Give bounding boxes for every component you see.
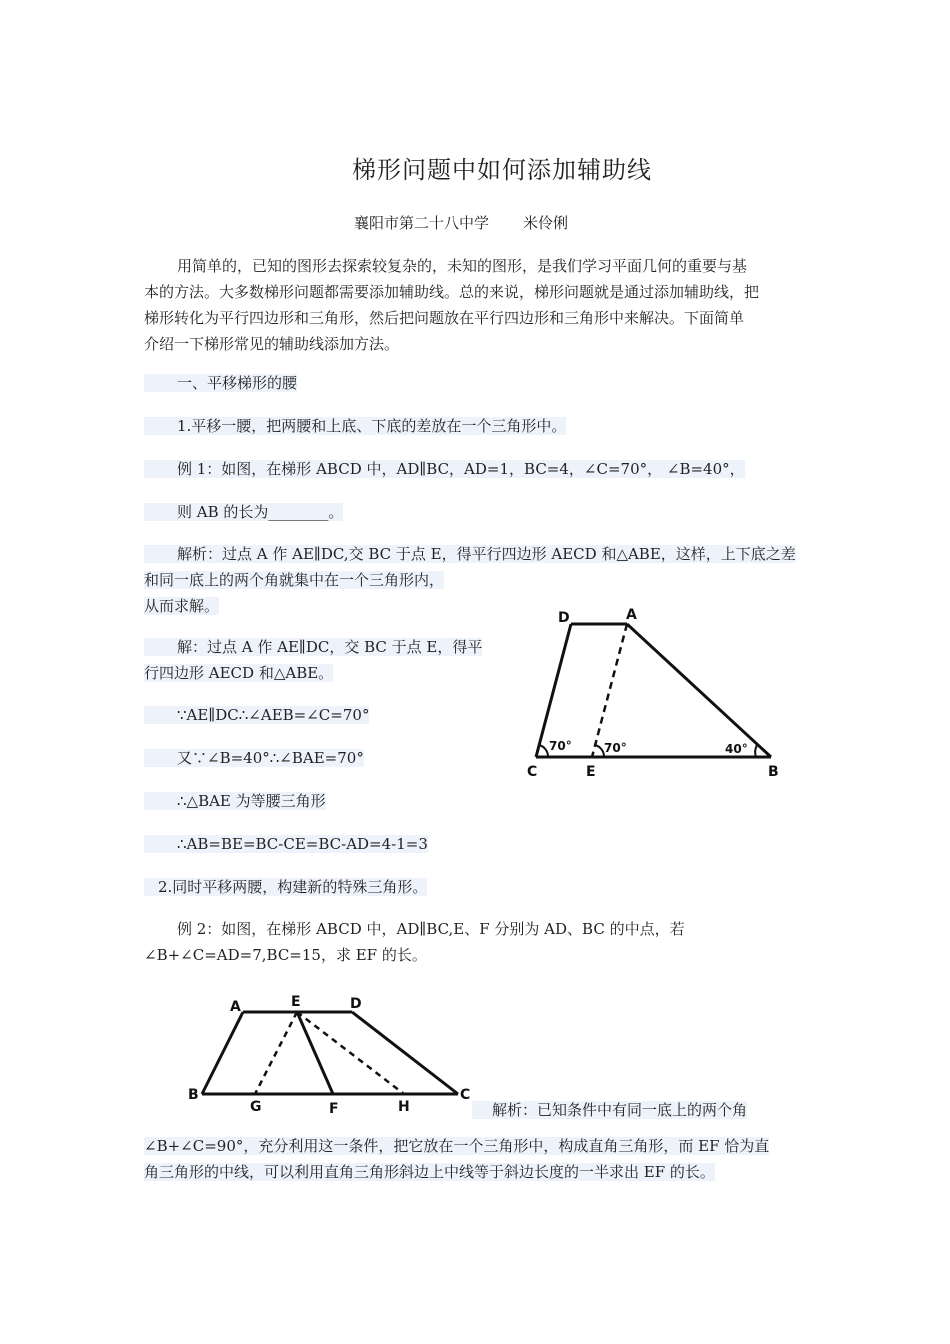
- intro-line: 用简单的，已知的图形去探索较复杂的，未知的图形，是我们学习平面几何的重要与基: [177, 257, 748, 275]
- segment-eh-dashed: [297, 1012, 404, 1094]
- intro-line: 梯形转化为平行四边形和三角形，然后把问题放在平行四边形和三角形中来解决。下面简单: [144, 309, 745, 327]
- label-angle-e: 70°: [604, 741, 627, 755]
- trapezoid-figure-2: [185, 990, 480, 1120]
- intro-line: 介绍一下梯形常见的辅助线添加方法。: [144, 335, 400, 353]
- example-2-line: 例 2：如图，在梯形 ABCD 中，AD∥BC,E、F 分别为 AD、BC 的中点，若: [177, 920, 685, 938]
- subsection-heading: [144, 874, 427, 900]
- analysis-line: 从而求解。: [144, 597, 220, 615]
- section-1-title: 一、平移梯形的腰: [144, 374, 297, 392]
- segment-ae-dashed: [592, 624, 627, 757]
- example-2-analysis-start: [472, 1097, 747, 1123]
- label-c: C: [460, 1087, 471, 1103]
- label-e: E: [291, 994, 301, 1010]
- solution-step-2: 又∵∠B=40°∴∠BAE=70°: [144, 749, 364, 767]
- example-1-blank: [144, 499, 343, 525]
- label-angle-c: 70°: [549, 739, 572, 753]
- solution-step-1: ∵AE∥DC∴∠AEB=∠C=70°: [144, 706, 369, 724]
- analysis-line: ∠B+∠C=90°，充分利用这一条件，把它放在一个三角形中，构成直角三角形，而 EF 恰为直: [144, 1137, 770, 1155]
- label-f: F: [329, 1101, 339, 1117]
- author-school: 襄阳市第二十八中学: [353, 214, 489, 232]
- analysis-line: 角三角形的中线，可以利用直角三角形斜边上中线等于斜边长度的一半求出 EF 的长。: [144, 1163, 715, 1181]
- figure-1-shape: [536, 624, 771, 757]
- example-2-question: [144, 916, 814, 968]
- segment-eg-dashed: [255, 1012, 297, 1094]
- author-line: [0, 212, 922, 233]
- label-d: D: [350, 996, 362, 1012]
- subsection-2-title: 2.同时平移两腰，构建新的特殊三角形。: [144, 878, 427, 896]
- segment-ef: [297, 1012, 333, 1094]
- intro-line: 本的方法。大多数梯形问题都需要添加辅助线。总的来说，梯形问题就是通过添加辅助线，把: [144, 283, 760, 301]
- subsection-heading: [144, 413, 566, 439]
- label-g: G: [250, 1099, 262, 1115]
- label-b: B: [768, 764, 779, 780]
- example-1-solution: [144, 634, 482, 686]
- example-1-line: 则 AB 的长为________。: [144, 503, 343, 521]
- angle-b-arc: [755, 745, 757, 757]
- example-2-analysis: [144, 1133, 814, 1185]
- label-angle-b: 40°: [725, 742, 748, 756]
- intro-paragraph: [144, 253, 814, 357]
- trapezoid-figure-1: [520, 600, 790, 785]
- solution-step: [144, 788, 326, 814]
- example-1-line: 例 1：如图，在梯形 ABCD 中，AD∥BC，AD=1，BC=4，∠C=70°， ∠B=40°，: [144, 460, 745, 478]
- segment-dc: [352, 1012, 458, 1094]
- label-b: B: [188, 1087, 199, 1103]
- segment-ba: [202, 1012, 243, 1094]
- label-d: D: [558, 610, 570, 626]
- figure-2-shape: [202, 1012, 458, 1094]
- solution-line: 解：过点 A 作 AE∥DC，交 BC 于点 E，得平: [144, 638, 482, 656]
- author-name: 米伶俐: [523, 214, 569, 232]
- label-a: A: [626, 607, 637, 623]
- solution-step: [144, 831, 428, 857]
- segment-cd: [536, 624, 571, 757]
- analysis-line: 解析：已知条件中有同一底上的两个角: [472, 1101, 747, 1119]
- label-c: C: [527, 764, 538, 780]
- angle-c-arc: [539, 745, 548, 757]
- subsection-1-title: 1.平移一腰，把两腰和上底、下底的差放在一个三角形中。: [144, 417, 566, 435]
- solution-step: [144, 745, 364, 771]
- label-a: A: [230, 999, 241, 1015]
- solution-step: [144, 702, 369, 728]
- section-heading: [144, 370, 297, 396]
- segment-ab: [627, 624, 771, 757]
- angle-e-arc: [595, 745, 604, 757]
- page-title: 梯形问题中如何添加辅助线: [352, 156, 652, 184]
- solution-line: 行四边形 AECD 和△ABE。: [144, 664, 334, 682]
- analysis-line: 和同一底上的两个角就集中在一个三角形内，: [144, 571, 445, 589]
- solution-step-4: ∴AB=BE=BC-CE=BC-AD=4-1=3: [144, 835, 428, 853]
- analysis-line: 解析：过点 A 作 AE∥DC,交 BC 于点 E，得平行四边形 AECD 和△ABE，这样，上下底之差: [144, 545, 796, 563]
- example-1-question: [144, 456, 745, 482]
- label-h: H: [398, 1099, 410, 1115]
- solution-step-3: ∴△BAE 为等腰三角形: [144, 792, 326, 810]
- label-e: E: [586, 764, 596, 780]
- example-2-line: ∠B+∠C=AD=7,BC=15，求 EF 的长。: [144, 946, 427, 964]
